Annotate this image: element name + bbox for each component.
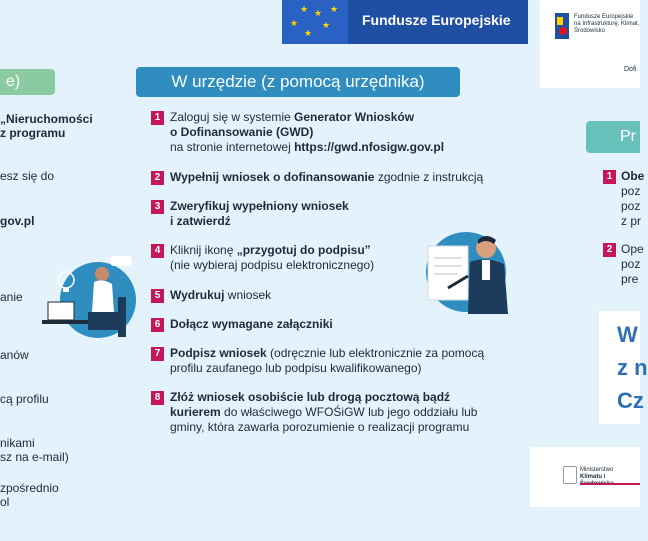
eagle-emblem-icon bbox=[563, 466, 577, 484]
left-line: z programu bbox=[0, 126, 66, 140]
person-laptop-illustration bbox=[38, 252, 140, 348]
right-step-1-line: poz bbox=[621, 184, 641, 198]
eu-funds-banner bbox=[282, 0, 528, 44]
right-step-1-line: Obe bbox=[621, 169, 645, 183]
ministry-accent-bar bbox=[580, 483, 640, 485]
fe-small-text: Dofi bbox=[624, 66, 637, 73]
right-step-2-line: pre bbox=[621, 272, 639, 286]
laptop-icon bbox=[48, 302, 74, 320]
left-line: ol bbox=[0, 495, 10, 509]
eu-stars-icon: ★ ★ ★ ★ ★ ★ bbox=[282, 0, 348, 44]
left-line: nikami bbox=[0, 436, 35, 450]
left-line: „Nieruchomości bbox=[0, 112, 93, 126]
info-big-text: Cz bbox=[617, 388, 644, 413]
left-line: esz się do bbox=[0, 169, 55, 183]
fe-logo-box bbox=[540, 0, 640, 88]
right-step-1-line: poz bbox=[621, 199, 641, 213]
right-step-2-num: 2 bbox=[603, 243, 616, 257]
speech-bubble-icon bbox=[110, 256, 132, 266]
person-signing-illustration bbox=[418, 228, 518, 318]
ministry-text: Ministerstwo Klimatu i bbox=[580, 467, 614, 480]
right-step-2-line: Ope bbox=[621, 242, 644, 256]
right-step-1-line: z pr bbox=[621, 214, 642, 228]
right-step-2-line: poz bbox=[621, 257, 641, 271]
chair-icon bbox=[118, 297, 126, 337]
left-line: anie bbox=[0, 290, 23, 304]
right-step-1-num: 1 bbox=[603, 170, 616, 184]
left-line: gov.pl bbox=[0, 214, 35, 228]
left-line: zpośrednio bbox=[0, 481, 59, 495]
info-big-text: W bbox=[617, 322, 638, 347]
document-icon bbox=[428, 246, 468, 300]
left-line: sz na e-mail) bbox=[0, 450, 69, 464]
left-line: cą profilu bbox=[0, 392, 49, 406]
center-section-tab: W urzędzie (z pomocą urzędnika) bbox=[136, 67, 460, 97]
fe-logo-text: Fundusze Europejskie na Infrastrukturę, Klimat, Środowisko bbox=[574, 14, 640, 34]
left-section-tab: e) bbox=[0, 69, 55, 95]
banner-title: Fundusze Europejskie bbox=[362, 12, 511, 28]
right-section-tab: Pr bbox=[586, 121, 640, 153]
fe-logo-icon bbox=[555, 13, 569, 39]
left-line: anów bbox=[0, 348, 29, 362]
info-big-text: z n bbox=[617, 355, 648, 380]
